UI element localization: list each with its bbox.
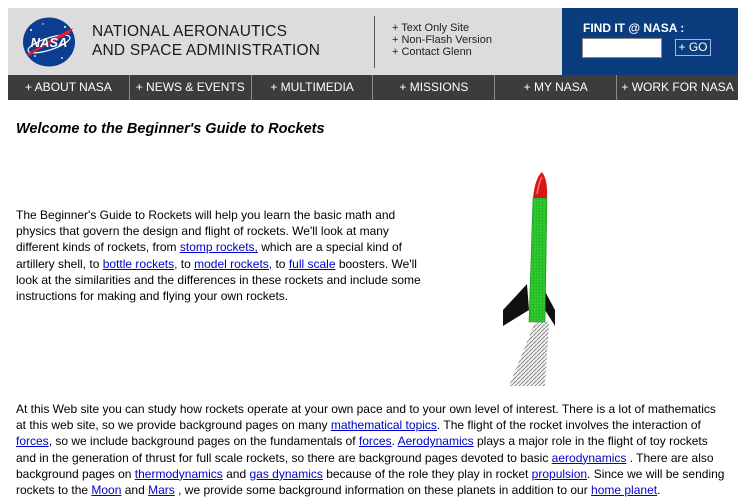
body-text-9: . Since we will be sending rockets to the <box>16 466 725 498</box>
body-text-4: . <box>391 434 398 449</box>
find-it-panel <box>562 8 738 75</box>
agency-name <box>92 22 320 60</box>
nasa-logo[interactable] <box>21 16 77 68</box>
stomp-rockets-link[interactable]: stomp rockets, <box>179 240 258 255</box>
intro-text-2: which are a special kind of artillery shell, to <box>16 240 402 271</box>
nav-my-nasa[interactable]: + MY NASA <box>495 75 617 100</box>
forces-link-2[interactable]: forces <box>358 434 392 449</box>
body-text-10: and <box>121 483 149 498</box>
body-paragraph <box>16 401 728 498</box>
page-title: Welcome to the Beginner's Guide to Rockets <box>16 121 325 137</box>
body-text-12: . <box>657 483 661 498</box>
nav-missions[interactable]: + MISSIONS <box>373 75 495 100</box>
rocket-nose-cone <box>533 172 547 198</box>
mars-link[interactable]: Mars <box>148 483 175 498</box>
body-text-11: , we provide some background information on these planets in addition to our <box>174 483 592 498</box>
propulsion-link[interactable]: propulsion <box>531 466 588 481</box>
header-divider <box>374 16 375 68</box>
nav-about-nasa[interactable]: + ABOUT NASA <box>8 75 130 100</box>
body-text-8: because of the role they play in rocket <box>322 466 532 481</box>
exhaust-plume <box>509 322 549 386</box>
aerodynamics-link-2[interactable]: aerodynamics <box>551 450 627 465</box>
intro-text-1: The Beginner's Guide to Rockets will help you learn the basic math and physics that govern the design and flight of rockets. We'll look at many different kinds of rockets, from <box>16 208 396 255</box>
agency-line-2: AND SPACE ADMINISTRATION <box>92 42 321 59</box>
text-only-link[interactable]: + Text Only Site <box>392 22 470 34</box>
forces-link-1[interactable]: forces <box>16 434 49 449</box>
non-flash-link[interactable]: + Non-Flash Version <box>392 34 492 46</box>
home-planet-link[interactable]: home planet <box>591 483 658 498</box>
contact-glenn-link[interactable]: + Contact Glenn <box>392 46 472 58</box>
moon-link[interactable]: Moon <box>91 483 122 498</box>
body-text-2: . The flight of the rocket involves the interaction of <box>436 418 701 433</box>
quick-links <box>392 22 492 58</box>
thermodynamics-link[interactable]: thermodynamics <box>134 466 223 481</box>
site-header <box>8 8 738 75</box>
intro-text-4: to <box>272 256 289 271</box>
nav-news-events[interactable]: + NEWS & EVENTS <box>130 75 252 100</box>
intro-paragraph <box>16 207 426 304</box>
full-scale-link[interactable]: full scale <box>288 256 336 271</box>
logo-text: NASA <box>30 35 68 50</box>
gas-dynamics-link[interactable]: gas dynamics <box>249 466 323 481</box>
intro-text-3: to <box>177 256 195 271</box>
nav-multimedia[interactable]: + MULTIMEDIA <box>252 75 374 100</box>
search-input[interactable] <box>582 38 662 58</box>
rocket-body <box>529 198 547 322</box>
aerodynamics-link-1[interactable]: Aerodynamics <box>397 434 474 449</box>
model-rockets-link[interactable]: model rockets, <box>194 256 273 271</box>
agency-line-1: NATIONAL AERONAUTICS <box>92 23 288 40</box>
go-button[interactable]: + GO <box>675 39 711 56</box>
bottle-rockets-link[interactable]: bottle rockets, <box>102 256 178 271</box>
body-text-7: and <box>222 466 250 481</box>
rocket-illustration <box>497 172 561 386</box>
body-text-5: plays a major role in the flight of toy rockets and in the generation of thrust for full scale rockets, so there are background pages devoted to basic <box>16 434 708 465</box>
main-nav <box>8 75 738 100</box>
rocket-fin-left <box>503 284 529 326</box>
mathematical-topics-link[interactable]: mathematical topics <box>330 418 437 433</box>
body-text-6: . There are also background pages on <box>16 450 714 481</box>
intro-text-5: boosters. We'll look at the similarities and the differences in these rockets and include some instructions for making and flying your own rockets. <box>16 256 421 304</box>
nav-work-for-nasa[interactable]: + WORK FOR NASA <box>621 80 734 94</box>
body-text-1: At this Web site you can study how rockets operate at your own pace and to your own level of interest. There is a lot of mathematics at this web site, so we provide background pages on many <box>16 402 716 433</box>
find-it-label: FIND IT @ NASA : <box>583 21 685 35</box>
body-text-3: , so we include background pages on the fundamentals of <box>48 434 359 449</box>
